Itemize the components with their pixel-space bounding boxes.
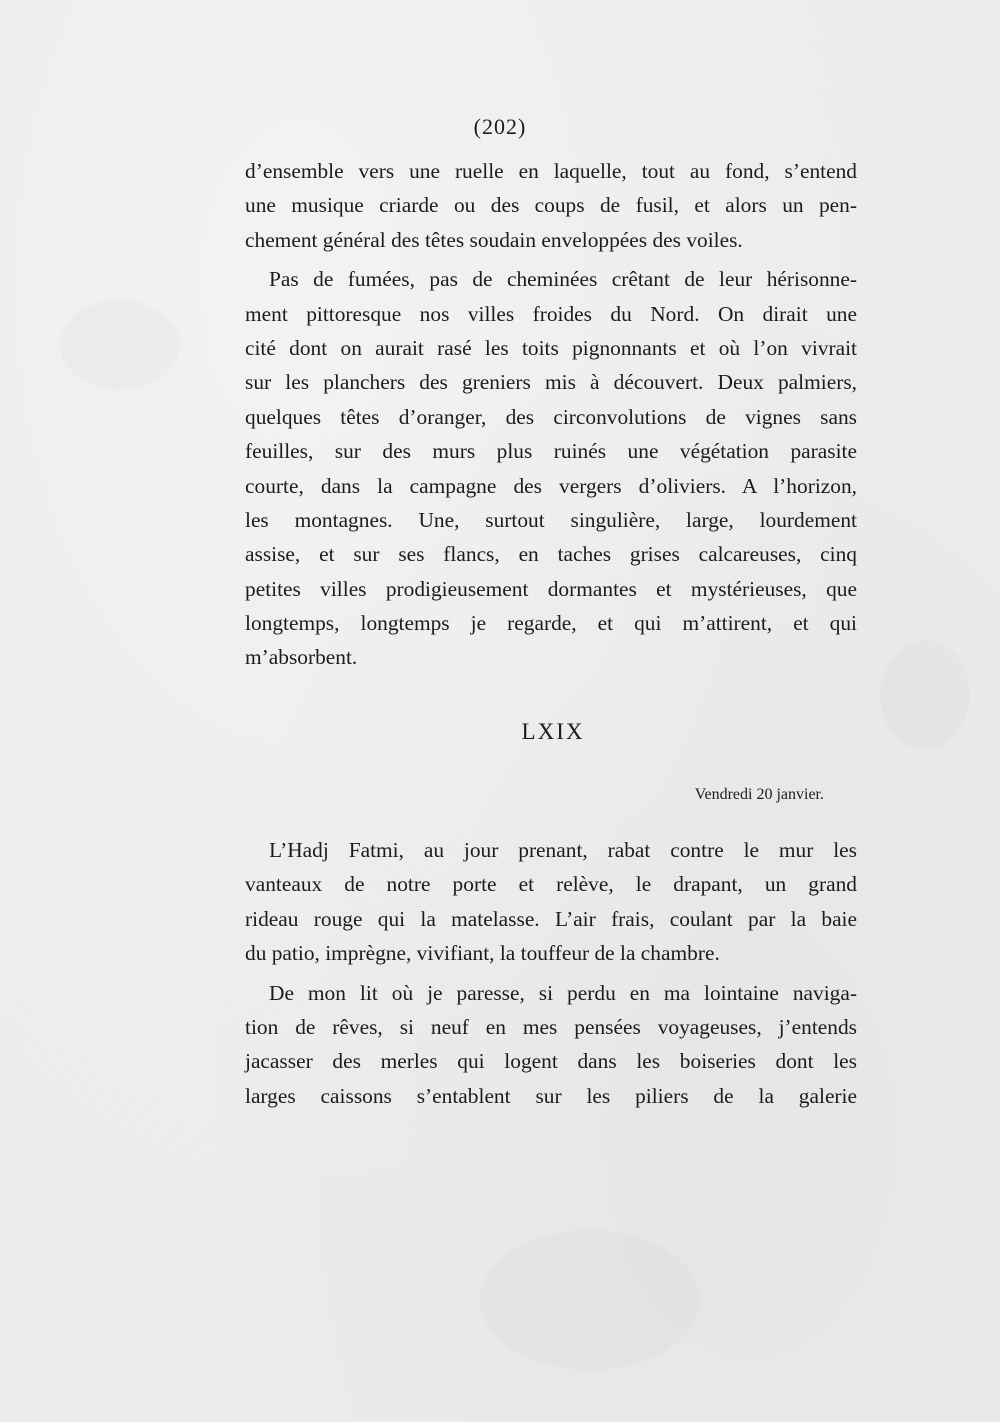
paper-stain xyxy=(480,1230,700,1370)
section-heading: LXIX xyxy=(521,719,585,744)
text-line: m’absorbent. xyxy=(245,645,358,670)
text-line: quelques têtes d’oranger, des circonvolutions de vignes sans xyxy=(245,404,857,429)
text-line: Pas de fumées, pas de cheminées crêtant de leur hérisonne- xyxy=(269,267,857,292)
page-number: (202) xyxy=(473,114,527,139)
text-line: assise, et sur ses flancs, en taches grises calcareuses, cinq xyxy=(245,542,857,567)
text-block-continued xyxy=(245,154,857,675)
dateline: Vendredi 20 janvier. xyxy=(694,786,824,803)
text-line: rideau rouge qui la matelasse. L’air frais, coulant par la baie xyxy=(245,906,857,931)
text-line: courte, dans la campagne des vergers d’oliviers. A l’horizon, xyxy=(245,473,857,498)
text-block-section xyxy=(245,833,857,1113)
text-line: cité dont on aurait rasé les toits pignonnants et où l’on vivrait xyxy=(245,335,857,360)
text-line: chement général des têtes soudain enveloppées des voiles. xyxy=(245,227,743,252)
text-line: d’ensemble vers une ruelle en laquelle, tout au fond, s’entend xyxy=(245,159,857,183)
text-line: petites villes prodigieusement dormantes et mystérieuses, que xyxy=(245,576,857,601)
text-line: vanteaux de notre porte et relève, le drapant, un grand xyxy=(245,872,857,897)
text-line: De mon lit où je paresse, si perdu en ma lointaine naviga- xyxy=(269,980,857,1005)
text-line: tion de rêves, si neuf en mes pensées voyageuses, j’entends xyxy=(245,1014,857,1039)
text-line: larges caissons s’entablent sur les piliers de la galerie xyxy=(245,1083,857,1108)
text-line: L’Hadj Fatmi, au jour prenant, rabat contre le mur les xyxy=(269,838,857,862)
text-line: feuilles, sur des murs plus ruinés une végétation parasite xyxy=(245,439,857,464)
paper-stain xyxy=(60,300,180,390)
text-line: sur les planchers des greniers mis à découvert. Deux palmiers, xyxy=(245,370,857,395)
text-line: une musique criarde ou des coups de fusil, et alors un pen- xyxy=(245,193,857,218)
text-line: jacasser des merles qui logent dans les boiseries dont les xyxy=(245,1049,857,1074)
text-line: du patio, imprègne, vivifiant, la touffeur de la chambre. xyxy=(245,941,720,966)
text-line: les montagnes. Une, surtout singulière, large, lourdement xyxy=(245,507,857,532)
text-line: ment pittoresque nos villes froides du Nord. On dirait une xyxy=(245,301,857,326)
text-line: longtemps, longtemps je regarde, et qui m’attirent, et qui xyxy=(245,611,857,636)
